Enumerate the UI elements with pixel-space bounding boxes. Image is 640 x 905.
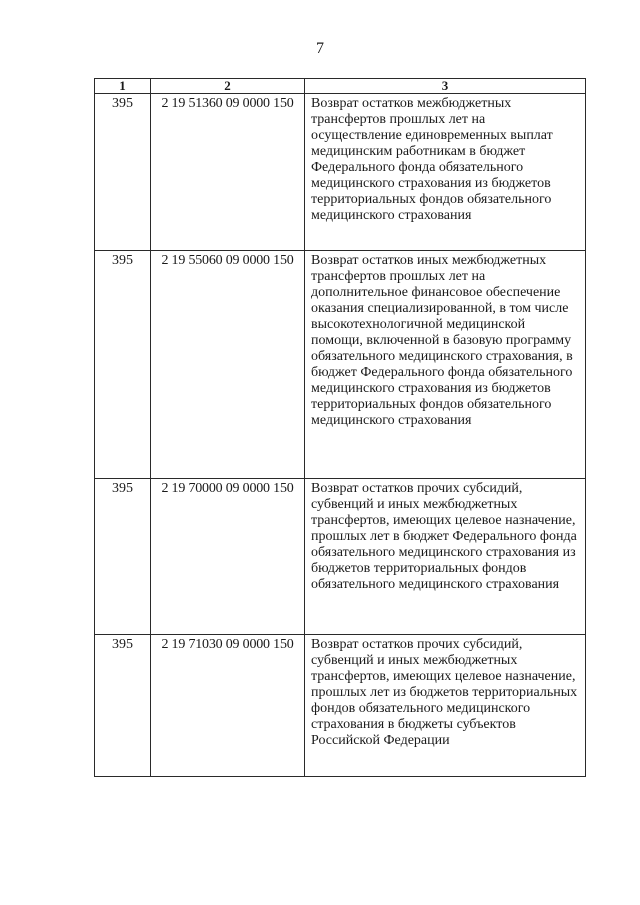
table-row <box>95 94 586 251</box>
table-row <box>95 635 586 777</box>
revenue-name-cell: Возврат остатков иных межбюджетных трансфертов прошлых лет на дополнительное финансовое обеспечение оказания специализированной, в том числе высокотехнологичной медицинской помощи, включенной в базовую программу обязательного медицинского страхования, в бюджет Федерального фонда обязательного медицинского страхования из бюджетов территориальных фондов обязательного медицинского страхования <box>305 251 586 479</box>
administrator-code-cell: 395 <box>95 251 151 479</box>
revenue-name-cell: Возврат остатков прочих субсидий, субвенций и иных межбюджетных трансфертов, имеющих целевое назначение, прошлых лет в бюджет Федерального фонда обязательного медицинского страхования из бюджетов территориальных фондов обязательного медицинского страхования <box>305 479 586 635</box>
revenue-name-cell: Возврат остатков межбюджетных трансфертов прошлых лет на осуществление единовременных выплат медицинским работникам в бюджет Федерального фонда обязательного медицинского страхования из бюджетов территориальных фондов обязательного медицинского страхования <box>305 94 586 251</box>
table-row <box>95 251 586 479</box>
administrator-code-cell: 395 <box>95 479 151 635</box>
revenue-name-cell: Возврат остатков прочих субсидий, субвенций и иных межбюджетных трансфертов, имеющих целевое назначение, прошлых лет из бюджетов территориальных фондов обязательного медицинского страхования в бюджеты субъектов Российской Федерации <box>305 635 586 777</box>
column-header-3: 3 <box>305 79 586 94</box>
table-row <box>95 479 586 635</box>
budget-classification-table <box>94 78 586 777</box>
revenue-code-cell: 2 19 71030 09 0000 150 <box>151 635 305 777</box>
administrator-code-cell: 395 <box>95 635 151 777</box>
revenue-code-cell: 2 19 51360 09 0000 150 <box>151 94 305 251</box>
column-header-2: 2 <box>151 79 305 94</box>
revenue-code-cell: 2 19 55060 09 0000 150 <box>151 251 305 479</box>
administrator-code-cell: 395 <box>95 94 151 251</box>
revenue-code-cell: 2 19 70000 09 0000 150 <box>151 479 305 635</box>
page-number: 7 <box>316 40 324 57</box>
table-header-row <box>95 79 586 94</box>
column-header-1: 1 <box>95 79 151 94</box>
